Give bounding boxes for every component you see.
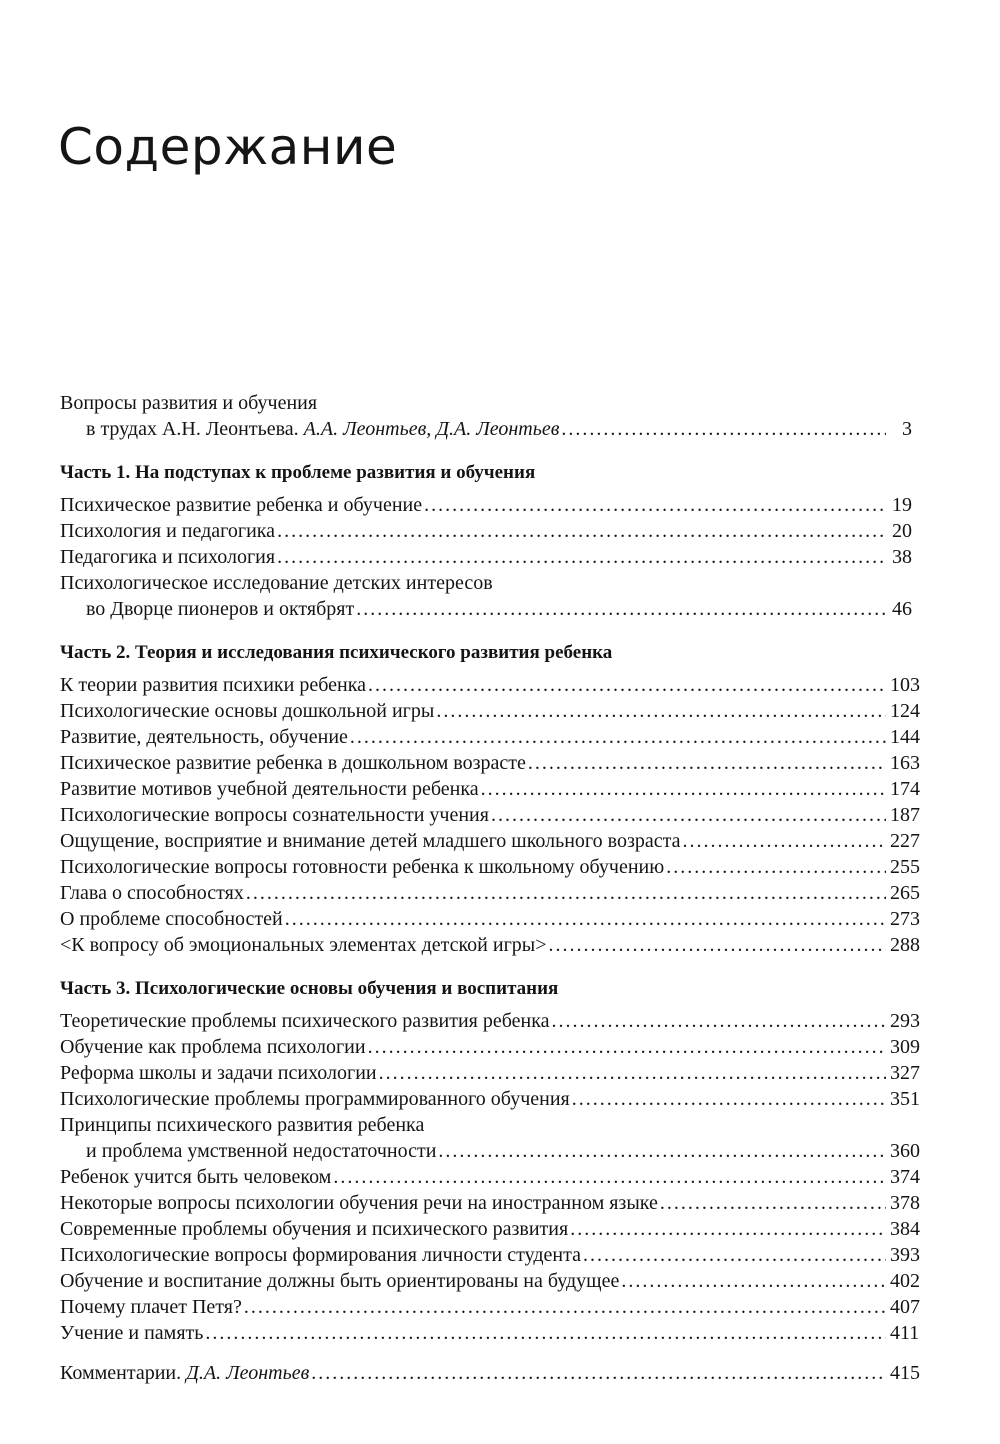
toc-entry[interactable] <box>60 906 920 932</box>
toc-entry-page: 407 <box>890 1296 920 1318</box>
toc-entry-page: 38 <box>892 546 912 568</box>
toc-entry-page: 360 <box>890 1140 920 1162</box>
dot-leader <box>311 1360 886 1386</box>
dot-leader <box>356 596 886 622</box>
toc-entry-title: Психологические основы дошкольной игры <box>60 700 435 722</box>
toc-entry-title: Ощущение, восприятие и внимание детей младшего школьного возраста <box>60 830 681 852</box>
toc-entry[interactable] <box>60 1242 920 1268</box>
toc-entry-authors: Д.А. Леонтьев <box>186 1362 310 1384</box>
toc-entry[interactable] <box>60 1268 920 1294</box>
toc-entry[interactable] <box>60 1138 920 1164</box>
toc-entry[interactable] <box>60 1034 920 1060</box>
toc-entry-title: Некоторые вопросы психологии обучения речи на иностранном языке <box>60 1192 658 1214</box>
toc-entry-title: Психологические вопросы сознательности учения <box>60 804 489 826</box>
toc-entry-page: 46 <box>892 598 912 620</box>
toc-entry[interactable] <box>60 672 920 698</box>
toc-entry[interactable] <box>60 1164 920 1190</box>
toc-entry-page: 103 <box>890 674 920 696</box>
dot-leader <box>424 492 886 518</box>
toc-entry-title: Теоретические проблемы психического развития ребенка <box>60 1010 550 1032</box>
toc-entry[interactable] <box>60 1320 920 1346</box>
toc-entry-multiline-first: Принципы психического развития ребенка <box>60 1114 425 1136</box>
dot-leader <box>491 802 886 828</box>
toc-entry[interactable] <box>60 776 920 802</box>
table-of-contents <box>60 390 920 1386</box>
toc-entry[interactable] <box>60 802 920 828</box>
toc-entry-title: Психологические вопросы готовности ребенка к школьному обучению <box>60 856 665 878</box>
toc-entry[interactable] <box>60 518 912 544</box>
toc-entry-page: 393 <box>890 1244 920 1266</box>
dot-leader <box>583 1242 886 1268</box>
toc-entry-page: 411 <box>890 1322 920 1344</box>
dot-leader <box>436 698 886 724</box>
toc-entry[interactable] <box>60 492 912 518</box>
dot-leader <box>277 518 886 544</box>
toc-entry-page: 227 <box>890 830 920 852</box>
toc-entry-intro[interactable] <box>60 416 912 442</box>
toc-entry[interactable] <box>60 854 920 880</box>
toc-entry-page: 187 <box>890 804 920 826</box>
toc-entry-page: 374 <box>890 1166 920 1188</box>
toc-entry-page: 351 <box>890 1088 920 1110</box>
dot-leader <box>528 750 886 776</box>
toc-entry-title: Развитие, деятельность, обучение <box>60 726 348 748</box>
dot-leader <box>277 544 886 570</box>
toc-entry-title: Ребенок учится быть человеком <box>60 1166 332 1188</box>
toc-entry[interactable] <box>60 1086 920 1112</box>
toc-entry[interactable] <box>60 750 920 776</box>
toc-entry-page: 255 <box>890 856 920 878</box>
dot-leader <box>246 880 886 906</box>
toc-entry-page: 293 <box>890 1010 920 1032</box>
toc-entry[interactable] <box>60 880 920 906</box>
toc-entry-title: Психическое развитие ребенка в дошкольном возрасте <box>60 752 526 774</box>
dot-leader <box>660 1190 886 1216</box>
toc-entry[interactable] <box>60 724 920 750</box>
dot-leader <box>552 1008 886 1034</box>
toc-entry-page: 288 <box>890 934 920 956</box>
toc-entry-title: Психология и педагогика <box>60 520 276 542</box>
dot-leader <box>368 672 886 698</box>
toc-entry-title: Глава о способностях <box>60 882 244 904</box>
toc-entry-title: Комментарии. Д.А. Леонтьев <box>60 1362 310 1384</box>
toc-entry-title: Реформа школы и задачи психологии <box>60 1062 377 1084</box>
toc-entry[interactable] <box>60 544 912 570</box>
dot-leader <box>205 1320 886 1346</box>
toc-entry-page: 19 <box>892 494 912 516</box>
dot-leader <box>244 1294 886 1320</box>
toc-entry-comments[interactable] <box>60 1360 920 1386</box>
toc-entry-page: 265 <box>890 882 920 904</box>
toc-entry-page: 124 <box>890 700 920 722</box>
toc-entry-page: 3 <box>902 418 912 440</box>
toc-entry-intro-line1: Вопросы развития и обучения <box>60 392 318 414</box>
dot-leader <box>570 1216 886 1242</box>
toc-entry-title: Психологические вопросы формирования личности студента <box>60 1244 581 1266</box>
dot-leader <box>549 932 886 958</box>
toc-entry-page: 415 <box>890 1362 920 1384</box>
toc-entry[interactable] <box>60 1190 920 1216</box>
toc-entry-page: 174 <box>890 778 920 800</box>
dot-leader <box>333 1164 886 1190</box>
toc-entry-title: Современные проблемы обучения и психического развития <box>60 1218 569 1240</box>
page-title: Содержание <box>58 118 398 176</box>
dot-leader <box>368 1034 886 1060</box>
toc-entry-title: О проблеме способностей <box>60 908 283 930</box>
dot-leader <box>621 1268 886 1294</box>
toc-entry-title: Психологические проблемы программированного обучения <box>60 1088 570 1110</box>
toc-entry-title: Психическое развитие ребенка и обучение <box>60 494 423 516</box>
dot-leader <box>438 1138 886 1164</box>
dot-leader <box>572 1086 886 1112</box>
dot-leader <box>561 416 886 442</box>
dot-leader <box>285 906 886 932</box>
toc-entry-page: 144 <box>890 726 920 748</box>
toc-entry[interactable] <box>60 698 920 724</box>
toc-entry[interactable] <box>60 932 920 958</box>
toc-entry-title: Педагогика и психология <box>60 546 276 568</box>
toc-entry-page: 378 <box>890 1192 920 1214</box>
toc-entry-title: и проблема умственной недостаточности <box>86 1140 437 1162</box>
toc-entry[interactable] <box>60 1216 920 1242</box>
toc-entry[interactable] <box>60 828 920 854</box>
part-2-heading: Часть 2. Теория и исследования психического развития ребенка <box>60 642 613 663</box>
toc-entry[interactable] <box>60 1294 920 1320</box>
toc-entry-page: 20 <box>892 520 912 542</box>
part-3-heading: Часть 3. Психологические основы обучения и воспитания <box>60 978 559 999</box>
part-1-heading: Часть 1. На подступах к проблеме развития и обучения <box>60 462 536 483</box>
toc-entry-title: Обучение и воспитание должны быть ориентированы на будущее <box>60 1270 620 1292</box>
toc-entry-multiline-first: Психологическое исследование детских интересов <box>60 572 493 594</box>
toc-entry-title: Почему плачет Петя? <box>60 1296 242 1318</box>
toc-entry-page: 402 <box>890 1270 920 1292</box>
toc-entry-title: в трудах А.Н. Леонтьева. А.А. Леонтьев, Д.А. Леонтьев <box>86 418 560 440</box>
toc-entry-authors: А.А. Леонтьев, Д.А. Леонтьев <box>303 418 560 440</box>
toc-entry-page: 327 <box>890 1062 920 1084</box>
toc-entry-title: Развитие мотивов учебной деятельности ребенка <box>60 778 479 800</box>
toc-entry-page: 273 <box>890 908 920 930</box>
toc-entry[interactable] <box>60 596 912 622</box>
toc-entry-title: Учение и память <box>60 1322 204 1344</box>
dot-leader <box>481 776 886 802</box>
dot-leader <box>350 724 886 750</box>
dot-leader <box>666 854 886 880</box>
toc-entry-page: 309 <box>890 1036 920 1058</box>
dot-leader <box>682 828 886 854</box>
toc-entry-title: К теории развития психики ребенка <box>60 674 366 696</box>
toc-entry[interactable] <box>60 1008 920 1034</box>
toc-entry-title: Обучение как проблема психологии <box>60 1036 366 1058</box>
toc-entry-page: 163 <box>890 752 920 774</box>
dot-leader <box>379 1060 886 1086</box>
toc-entry-title: <К вопросу об эмоциональных элементах детской игры> <box>60 934 547 956</box>
toc-entry-page: 384 <box>890 1218 920 1240</box>
toc-entry[interactable] <box>60 1060 920 1086</box>
toc-entry-title: во Дворце пионеров и октябрят <box>86 598 355 620</box>
